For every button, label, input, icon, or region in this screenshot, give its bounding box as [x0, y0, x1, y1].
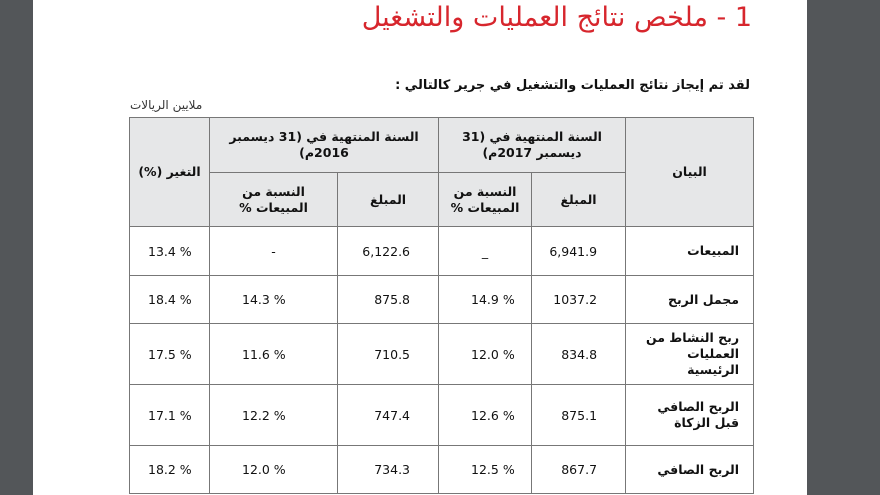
pct-2016-cell: 11.6 % [210, 324, 338, 385]
header-row-top [130, 118, 754, 173]
table-row [130, 324, 754, 385]
amount-2016-cell: 747.4 [338, 385, 439, 446]
amount-2017-cell: 834.8 [532, 324, 626, 385]
pct-2017-cell: _ [439, 227, 532, 276]
amount-2017-cell: 867.7 [532, 446, 626, 494]
table-row [130, 276, 754, 324]
pct-2016-cell: 12.0 % [210, 446, 338, 494]
pct-2017-cell: 12.0 % [439, 324, 532, 385]
table-row [130, 227, 754, 276]
amount-2017-cell: 875.1 [532, 385, 626, 446]
row-label: ربح النشاط من العمليات الرئيسية [626, 324, 754, 385]
row-label: المبيعات [626, 227, 754, 276]
pct-2016-cell: 14.3 % [210, 276, 338, 324]
pct-2016-cell: - [210, 227, 338, 276]
table-row [130, 385, 754, 446]
table-row [130, 446, 754, 494]
change-cell: 18.2 % [130, 446, 210, 494]
row-label: الربح الصافي [626, 446, 754, 494]
amount-2016-cell: 734.3 [338, 446, 439, 494]
header-pct-2017: النسبة من المبيعات % [439, 173, 532, 227]
change-cell: 18.4 % [130, 276, 210, 324]
pct-2016-cell: 12.2 % [210, 385, 338, 446]
document-page [33, 0, 807, 495]
section-title: 1 - ملخص نتائج العمليات والتشغيل [361, 2, 752, 33]
row-label: الربح الصافي قبل الزكاة [626, 385, 754, 446]
pct-2017-cell: 12.5 % [439, 446, 532, 494]
amount-2016-cell: 875.8 [338, 276, 439, 324]
change-cell: 17.1 % [130, 385, 210, 446]
header-year-2016: السنة المنتهية في (31 ديسمبر 2016م) [210, 118, 439, 173]
row-label: مجمل الربح [626, 276, 754, 324]
change-cell: 13.4 % [130, 227, 210, 276]
pct-2017-cell: 14.9 % [439, 276, 532, 324]
amount-2016-cell: 6,122.6 [338, 227, 439, 276]
amount-2017-cell: 1037.2 [532, 276, 626, 324]
header-change: التغير (%) [130, 118, 210, 227]
header-pct-2016: النسبة من المبيعات % [210, 173, 338, 227]
header-amount-2016: المبلغ [338, 173, 439, 227]
pct-2017-cell: 12.6 % [439, 385, 532, 446]
amount-2017-cell: 6,941.9 [532, 227, 626, 276]
unit-note: ملايين الريالات [130, 98, 203, 112]
header-item: البيان [626, 118, 754, 227]
header-amount-2017: المبلغ [532, 173, 626, 227]
intro-text: لقد تم إيجاز نتائج العمليات والتشغيل في جرير كالتالي : [395, 78, 750, 93]
change-cell: 17.5 % [130, 324, 210, 385]
amount-2016-cell: 710.5 [338, 324, 439, 385]
results-table [129, 117, 754, 494]
header-year-2017: السنة المنتهية في (31 ديسمبر 2017م) [439, 118, 626, 173]
